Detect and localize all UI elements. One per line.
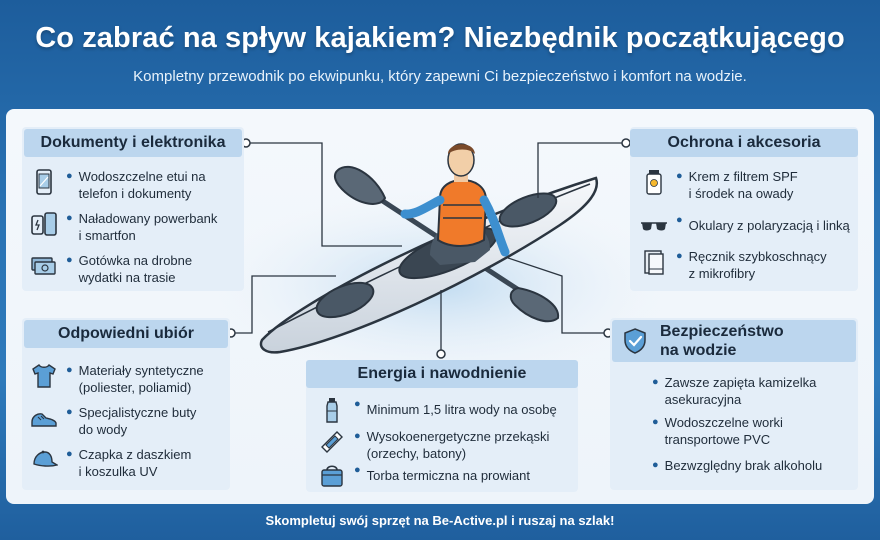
list-item: ● Wodoszczelne worki transportowe PVC xyxy=(652,415,783,447)
list-item: ● Ręcznik szybkoschnący z mikrofibry xyxy=(640,248,827,282)
footer-cta: Skompletuj swój sprzęt na Be-Active.pl i ruszaj na szlak! xyxy=(265,513,615,528)
section-ochrona-title: Ochrona i akcesoria xyxy=(630,129,858,157)
list-item: ● Specjalistyczne buty do wody xyxy=(30,404,196,438)
waterproof-case-icon xyxy=(30,168,58,196)
cooler-bag-icon xyxy=(318,462,346,490)
section-ubior-title: Odpowiedni ubiór xyxy=(24,320,228,348)
towel-icon xyxy=(640,248,668,276)
water-bottle-icon xyxy=(318,396,346,424)
cash-icon xyxy=(30,252,58,280)
page-title: Co zabrać na spływ kajakiem? Niezbędnik początkującego xyxy=(35,22,845,54)
snack-bar-icon xyxy=(318,428,346,456)
list-item: ● Krem z filtrem SPF i środek na owady xyxy=(640,168,798,202)
tshirt-icon xyxy=(30,362,58,390)
page-subtitle: Kompletny przewodnik po ekwipunku, który zapewni Ci bezpieczeństwo i komfort na wodzie. xyxy=(133,68,747,85)
sunglasses-icon xyxy=(640,212,668,240)
list-item: ● Minimum 1,5 litra wody na osobę xyxy=(318,396,557,424)
cap-icon xyxy=(30,446,58,474)
section-energia-title: Energia i nawodnienie xyxy=(306,360,578,388)
list-item: ● Bezwzględny brak alkoholu xyxy=(652,458,823,473)
section-bezpieczenstwo-title: Bezpieczeństwo xyxy=(660,323,784,340)
sunscreen-icon xyxy=(640,168,668,196)
powerbank-phone-icon xyxy=(30,210,58,238)
shield-check-icon xyxy=(622,327,648,355)
list-item: ● Zawsze zapięta kamizelka asekuracyjna xyxy=(652,375,817,407)
list-item: ● Naładowany powerbank i smartfon xyxy=(30,210,217,244)
section-dokumenty-title: Dokumenty i elektronika xyxy=(24,129,242,157)
list-item: ● Czapka z daszkiem i koszulka UV xyxy=(30,446,191,480)
list-item: ● Okulary z polaryzacją i linką xyxy=(640,212,850,240)
list-item: ● Wysokoenergetyczne przekąski (orzechy, batony) xyxy=(318,428,549,462)
list-item: ● Torba termiczna na prowiant xyxy=(318,462,530,490)
water-shoe-icon xyxy=(30,404,58,432)
section-bezpieczenstwo-header: Bezpieczeństwo na wodzie xyxy=(612,320,856,362)
list-item: ● Gotówka na drobne wydatki na trasie xyxy=(30,252,192,286)
list-item: ● Wodoszczelne etui na telefon i dokumenty xyxy=(30,168,206,202)
list-item: ● Materiały syntetyczne (poliester, poliamid) xyxy=(30,362,204,396)
